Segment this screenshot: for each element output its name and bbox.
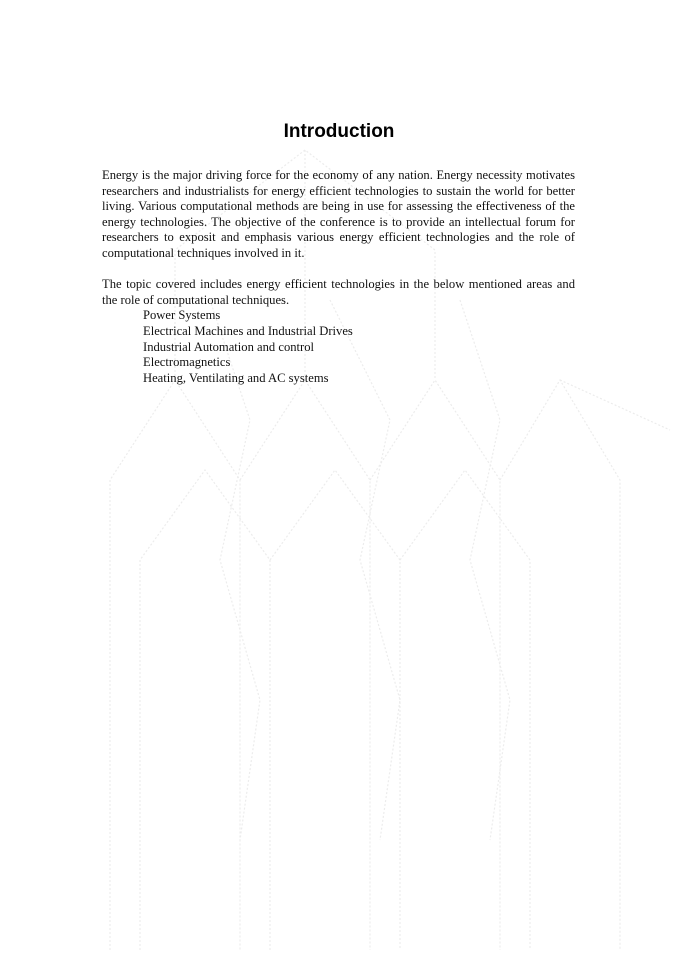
topic-list — [102, 308, 575, 386]
topic-item-power-systems: Power Systems — [143, 308, 221, 323]
topic-item-electrical-machines: Electrical Machines and Industrial Drives — [143, 323, 353, 338]
topic-item-hvac: Heating, Ventilating and AC systems — [143, 370, 329, 385]
topics-paragraph: The topic covered includes energy efficient technologies in the below mentioned areas and the role of computational techniques. — [102, 277, 575, 307]
topic-item-industrial-automation: Industrial Automation and control — [143, 339, 315, 354]
document-body — [102, 168, 575, 386]
intro-paragraph: Energy is the major driving force for the economy of any nation. Energy necessity motivates researchers and industrialists for energy efficient technologies to sustain the world for better living. Various computational methods are being in use for assessing the effectiveness of the energy technologies. The objective of the conference is to provide an intellectual forum for researchers to exposit and emphasis various energy efficient technologies and the role of computational techniques involved in it. — [102, 168, 575, 260]
page-title: Introduction — [283, 121, 395, 142]
topic-item-electromagnetics: Electromagnetics — [143, 355, 231, 370]
